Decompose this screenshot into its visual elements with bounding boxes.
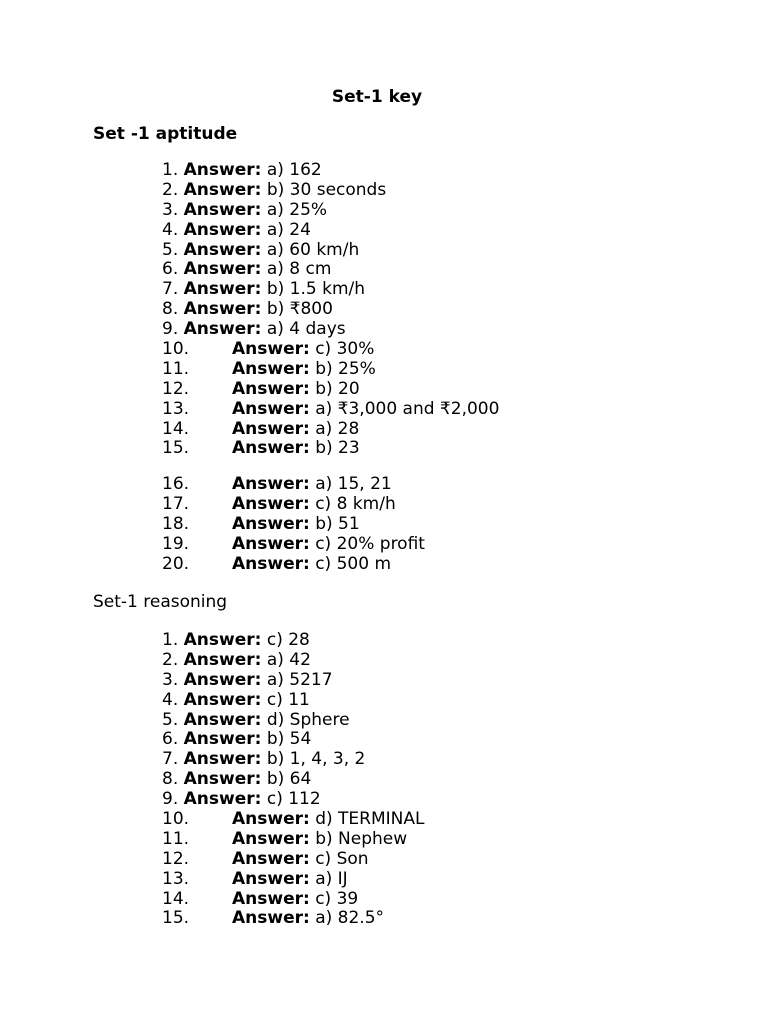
answer-item [162,790,424,810]
answer-label: Answer: [232,888,310,909]
answer-label: Answer: [232,378,310,399]
answer-number: 19. [162,534,190,555]
answer-number: 1. [162,160,179,180]
answer-label: Answer: [232,534,310,555]
answer-value: c) 28 [266,630,310,650]
answer-number: 5. [162,239,179,260]
answer-value: d) TERMINAL [315,809,425,830]
answer-value: b) 54 [266,729,312,750]
answer-number: 5. [162,709,179,730]
answer-item [162,320,499,340]
answer-number: 13. [162,398,190,419]
answer-value: b) 23 [315,438,360,459]
answer-value: b) 1.5 km/h [266,279,366,300]
answer-label: Answer: [232,848,310,869]
answer-number: 4. [162,219,179,240]
answer-number: 7. [162,279,179,300]
answer-value: a) 15, 21 [315,474,392,495]
answer-value: c) 11 [266,689,310,710]
answer-value: a) 82.5° [315,908,385,929]
answer-value: b) Nephew [315,828,408,849]
answer-number: 15. [162,438,190,459]
answer-number: 14. [162,418,190,439]
answer-value: a) 5217 [266,669,333,690]
aptitude-answer-list [162,161,499,575]
answer-value: c) 112 [266,789,321,810]
answer-number: 3. [162,199,179,220]
answer-item [162,651,424,671]
answer-item [162,631,424,651]
answer-item [162,241,499,261]
answer-value: a) 24 [266,219,311,240]
answer-item [162,280,499,300]
answer-number: 2. [162,179,179,200]
answer-label: Answer: [183,259,262,280]
answer-label: Answer: [183,789,262,810]
answer-value: c) 20% profit [315,534,425,555]
answer-number: 16. [162,474,190,495]
answer-value: a) 60 km/h [266,239,360,260]
answer-label: Answer: [183,239,262,260]
answer-label: Answer: [183,749,262,770]
answer-number: 14. [162,888,190,909]
answer-item [162,730,424,750]
answer-value: a) ₹3,000 and ₹2,000 [315,398,500,419]
answer-item [162,770,424,790]
answer-label: Answer: [232,358,310,379]
answer-item [162,201,499,221]
section-heading-aptitude: Set -1 aptitude [93,124,238,144]
answer-item [162,711,424,731]
answer-value: c) 39 [315,888,359,909]
answer-item [162,161,499,181]
answer-item [162,221,499,241]
answer-item [162,380,499,400]
answer-item [162,260,499,280]
answer-label: Answer: [183,160,262,180]
answer-number: 4. [162,689,179,710]
answer-label: Answer: [232,398,310,419]
answer-label: Answer: [232,514,310,535]
answer-item [162,420,499,440]
answer-item [162,181,499,201]
answer-label: Answer: [183,769,262,790]
answer-value: b) 51 [315,514,360,535]
answer-number: 15. [162,908,190,929]
answer-label: Answer: [232,438,310,459]
answer-item [162,535,499,555]
answer-label: Answer: [232,828,310,849]
answer-number: 11. [162,358,190,379]
answer-item [162,890,424,910]
answer-label: Answer: [183,279,262,300]
answer-number: 17. [162,494,190,515]
answer-value: a) 42 [266,649,311,670]
answer-label: Answer: [183,689,262,710]
answer-number: 8. [162,299,179,320]
answer-label: Answer: [232,553,310,574]
answer-value: b) ₹800 [266,299,333,320]
answer-label: Answer: [232,418,310,439]
answer-value: b) 1, 4, 3, 2 [266,749,366,770]
reasoning-answer-list [162,631,424,929]
answer-item [162,909,424,929]
answer-number: 13. [162,868,190,889]
answer-label: Answer: [183,709,262,730]
answer-value: a) IJ [315,868,348,889]
answer-value: b) 20 [315,378,360,399]
answer-value: c) 8 km/h [315,494,396,515]
answer-item [162,830,424,850]
answer-label: Answer: [232,868,310,889]
answer-item [162,850,424,870]
document-title: Set-1 key [331,87,423,107]
answer-value: c) Son [315,848,369,869]
answer-value: c) 30% [315,339,375,360]
answer-item [162,691,424,711]
answer-value: a) 162 [266,160,322,180]
answer-item [162,515,499,535]
answer-label: Answer: [183,299,262,320]
answer-value: a) 25% [266,199,328,220]
answer-item [162,495,499,515]
answer-number: 3. [162,669,179,690]
answer-item [162,810,424,830]
answer-value: b) 25% [315,358,376,379]
answer-label: Answer: [232,474,310,495]
answer-item [162,400,499,420]
answer-value: c) 500 m [315,553,391,574]
answer-item [162,555,499,575]
answer-value: b) 64 [266,769,312,790]
answer-number: 6. [162,259,179,280]
answer-label: Answer: [183,630,262,650]
answer-value: b) 30 seconds [266,179,387,200]
answer-label: Answer: [232,339,310,360]
answer-item [162,300,499,320]
answer-number: 11. [162,828,190,849]
answer-value: d) Sphere [266,709,350,730]
answer-number: 9. [162,319,179,340]
answer-value: a) 28 [315,418,360,439]
answer-item [162,671,424,691]
answer-label: Answer: [183,319,262,340]
answer-number: 10. [162,339,190,360]
answer-label: Answer: [183,729,262,750]
answer-label: Answer: [183,179,262,200]
answer-number: 12. [162,848,190,869]
answer-item [162,870,424,890]
answer-number: 7. [162,749,179,770]
answer-value: a) 8 cm [266,259,332,280]
section-heading-reasoning: Set-1 reasoning [93,592,228,612]
answer-number: 12. [162,378,190,399]
answer-label: Answer: [232,908,310,929]
answer-item [162,439,499,459]
answer-number: 10. [162,809,190,830]
answer-number: 18. [162,514,190,535]
answer-number: 8. [162,769,179,790]
answer-item [162,750,424,770]
answer-label: Answer: [183,669,262,690]
answer-number: 2. [162,649,179,670]
answer-number: 1. [162,630,179,650]
answer-label: Answer: [183,649,262,670]
answer-label: Answer: [183,219,262,240]
answer-label: Answer: [183,199,262,220]
answer-number: 20. [162,553,190,574]
answer-label: Answer: [232,494,310,515]
answer-number: 9. [162,789,179,810]
answer-item [162,340,499,360]
answer-label: Answer: [232,809,310,830]
answer-number: 6. [162,729,179,750]
answer-item [162,475,499,495]
answer-item [162,360,499,380]
answer-value: a) 4 days [266,319,346,340]
